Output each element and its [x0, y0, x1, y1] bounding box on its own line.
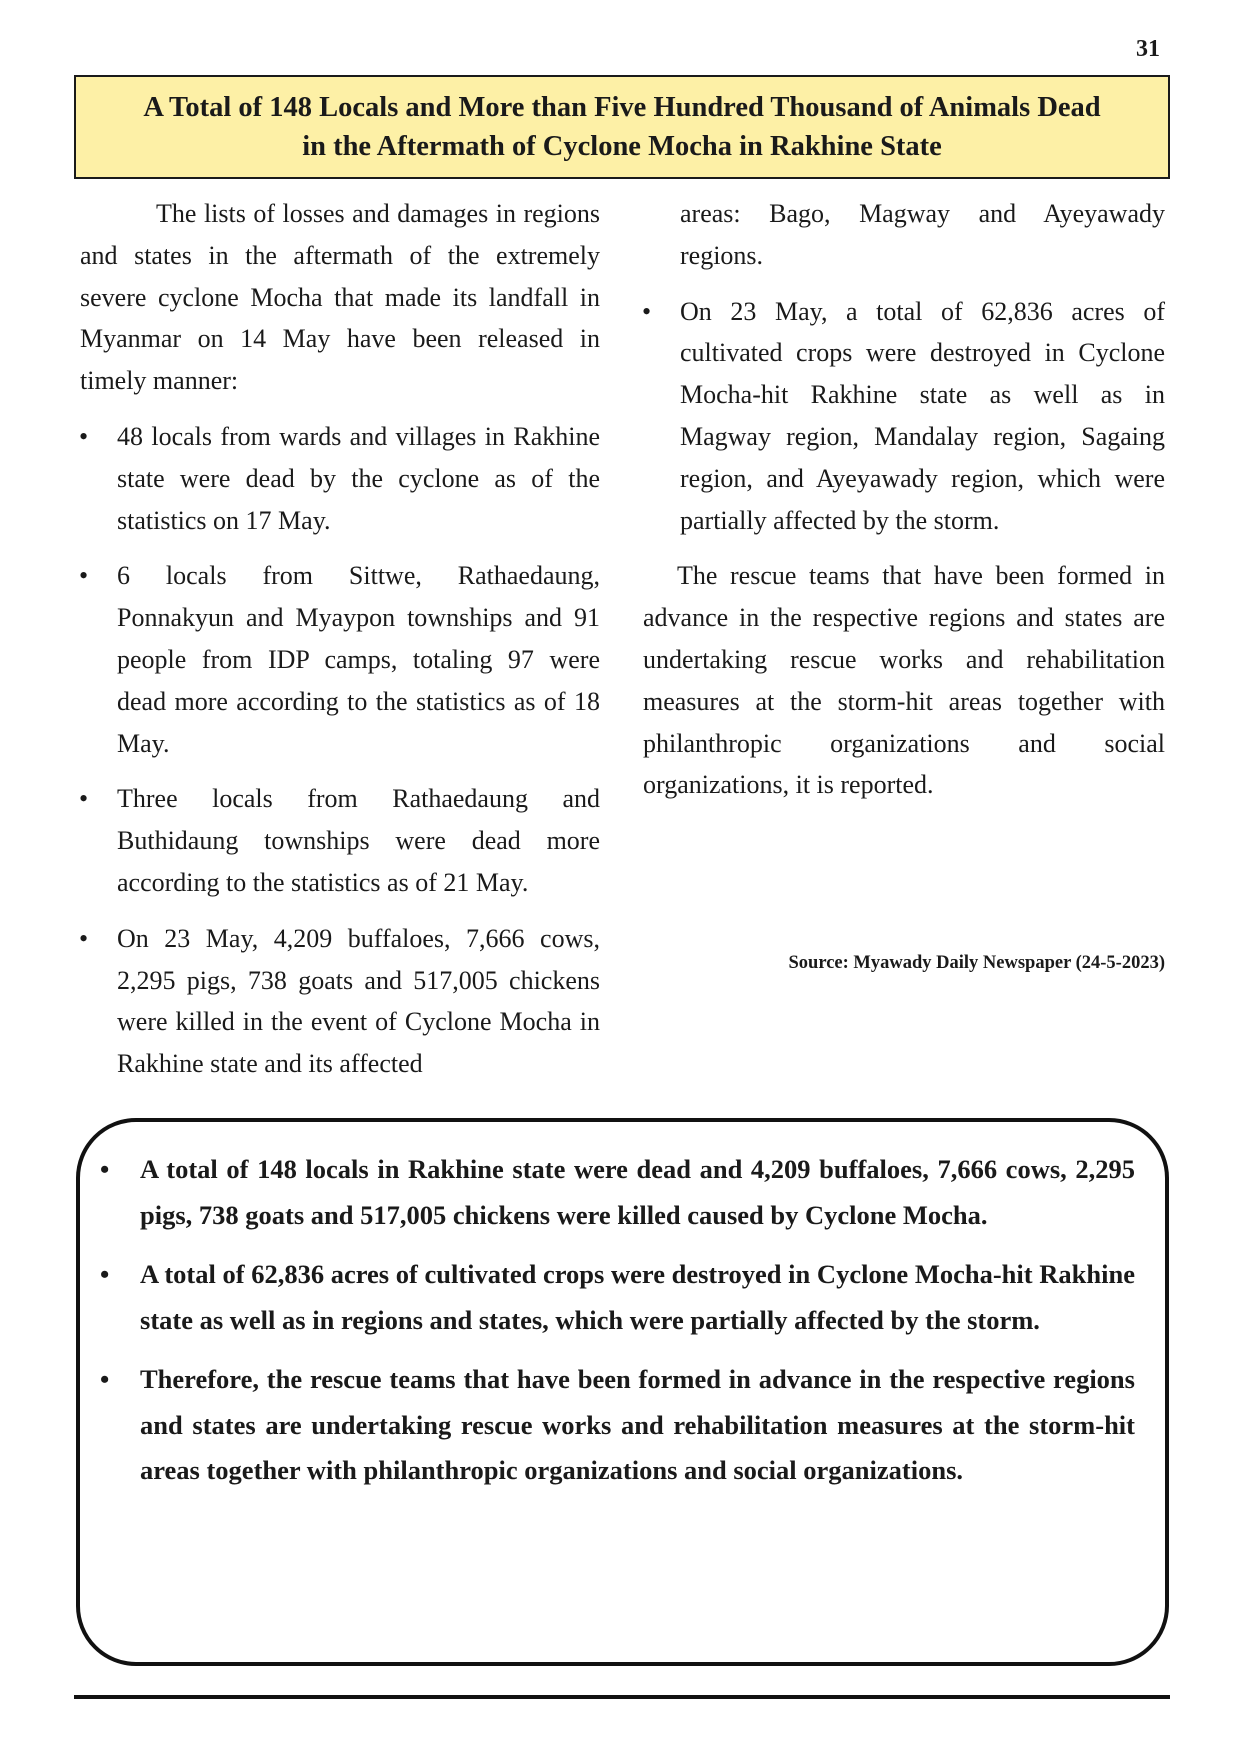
summary-item: • A total of 148 locals in Rakhine state were dead and 4,209 buffaloes, 7,666 cows, 2,295 pigs, 738 goats and 517,005 chickens were killed caused by Cyclone Mocha.: [100, 1147, 1135, 1238]
bullet-item: • 48 locals from wards and villages in Rakhine state were dead by the cyclone as of the statistics on 17 May.: [80, 416, 600, 541]
bullet-item: • Three locals from Rathaedaung and Buthidaung townships were dead more according to the statistics as of 21 May.: [80, 778, 600, 903]
bullet-item: • On 23 May, a total of 62,836 acres of cultivated crops were destroyed in Cyclone Mocha-hit Rakhine state as well as in Magway region, Mandalay region, Sagaing region, and Ayeyawady region, which were partially affected by the storm.: [643, 291, 1165, 542]
bullet-item: • On 23 May, 4,209 buffaloes, 7,666 cows, 2,295 pigs, 738 goats and 517,005 chickens were killed in the event of Cyclone Mocha in Rakhine state and its affected: [80, 918, 600, 1085]
casualty-bullet-list: [80, 416, 600, 1085]
crop-bullet-list: [643, 291, 1165, 542]
closing-paragraph: The rescue teams that have been formed in advance in the respective regions and states are undertaking rescue works and rehabilitation measures at the storm-hit areas together with philanthropic organizations and social organizations, it is reported.: [643, 561, 1165, 800]
summary-list: [100, 1147, 1135, 1508]
right-column: [643, 193, 1165, 806]
source-citation: Source: Myawady Daily Newspaper (24-5-2023): [788, 953, 1165, 973]
left-column: [80, 193, 600, 1085]
bullet-item: • 6 locals from Sittwe, Rathaedaung, Ponnakyun and Myaypon townships and 91 people from IDP camps, totaling 97 were dead more according to the statistics as of 18 May.: [80, 555, 600, 764]
footer-rule: [74, 1695, 1170, 1699]
article-title-line-1: A Total of 148 Locals and More than Five Hundred Thousand of Animals Dead: [143, 92, 1101, 123]
intro-paragraph: The lists of losses and damages in regions and states in the aftermath of the extremely severe cyclone Mocha that made its landfall in Myanmar on 14 May have been released in timely manner:: [80, 199, 600, 396]
bullet-continuation: areas: Bago, Magway and Ayeyawady regions.: [680, 199, 1165, 270]
page-number: 31: [1136, 36, 1160, 62]
article-title-line-2: in the Aftermath of Cyclone Mocha in Rakhine State: [302, 131, 942, 162]
summary-item: • A total of 62,836 acres of cultivated crops were destroyed in Cyclone Mocha-hit Rakhine state as well as in regions and states, which were partially affected by the storm.: [100, 1252, 1135, 1343]
article-title-box: [74, 75, 1170, 179]
summary-item: • Therefore, the rescue teams that have been formed in advance in the respective regions and states are undertaking rescue works and rehabilitation measures at the storm-hit areas together with philanthropic organizations and social organizations.: [100, 1357, 1135, 1494]
